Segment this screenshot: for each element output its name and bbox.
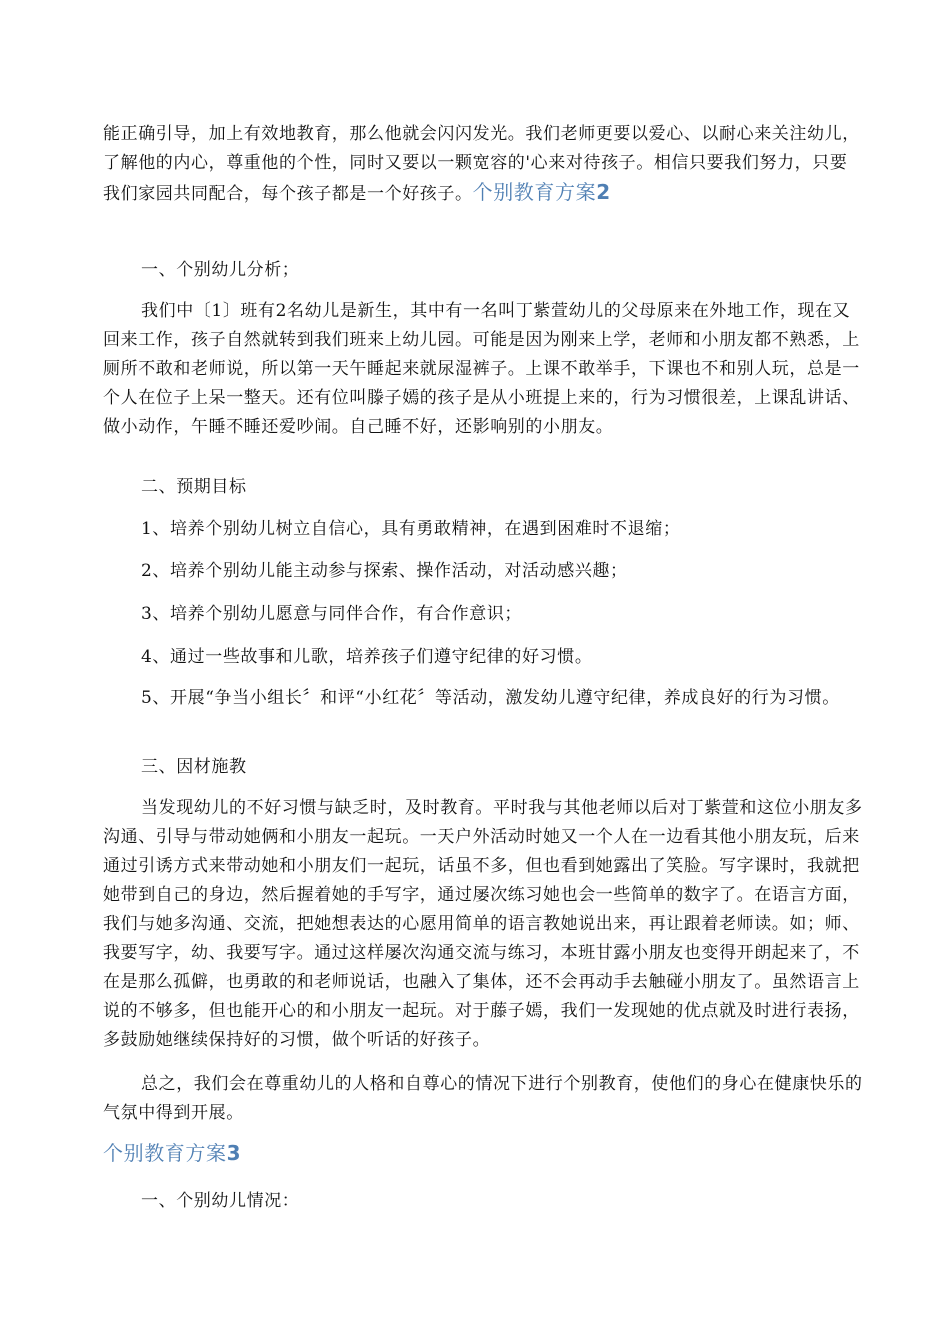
heading-plan-2 — [473, 180, 611, 204]
heading-plan-2-number: 2 — [596, 180, 611, 204]
goal-item: 2、培养个别幼儿能主动参与探索、操作活动，对活动感兴趣； — [141, 561, 628, 581]
goal-item: 3、培养个别幼儿愿意与同伴合作，有合作意识； — [141, 604, 523, 624]
section-title-goals: 二、预期目标 — [141, 477, 247, 497]
goal-item: 4、通过一些故事和儿歌，培养孩子们遵守纪律的好习惯。 — [141, 647, 593, 667]
conclusion-paragraph: 总之，我们会在尊重幼儿的人格和自尊心的情况下进行个别教育，使他们的身心在健康快乐的气氛中得到开展。 — [103, 1074, 863, 1123]
analysis-paragraph: 我们中〔1〕班有2名幼儿是新生，其中有一名叫丁紫萱幼儿的父母原来在外地工作，现在又回来工作，孩子自然就转到我们班来上幼儿园。可能是因为刚来上学，老师和小朋友都不熟悉，上厕所不敢和老师说，所以第一天午睡起来就尿湿裤子。上课不敢举手，下课也不和别人玩，总是一个人在位子上呆一整天。还有位叫滕子嫣的孩子是从小班提上来的，行为习惯很差，上课乱讲话、做小动作，午睡不睡还爱吵闹。自己睡不好，还影响别的小朋友。 — [103, 301, 860, 437]
intro-paragraph — [103, 120, 863, 209]
heading-plan-3-number: 3 — [226, 1141, 242, 1165]
goal-item: 5、开展“争当小组长〞和评“小红花〞等活动，激发幼儿遵守纪律，养成良好的行为习惯。 — [141, 688, 840, 708]
intro-text: 能正确引导，加上有效地教育，那么他就会闪闪发光。我们老师更要以爱心、以耐心来关注幼儿，了解他的内心，尊重他的个性，同时又要以一颗宽容的'心来对待孩子。相信只要我们努力，只要我们家园共同配合，每个孩子都是一个好孩子。 — [103, 124, 860, 204]
heading-plan-2-text: 个别教育方案 — [472, 180, 597, 204]
teaching-paragraph: 当发现幼儿的不好习惯与缺乏时，及时教育。平时我与其他老师以后对丁紫萱和这位小朋友多沟通、引导与带动她俩和小朋友一起玩。一天户外活动时她又一个人在一边看其他小朋友玩，后来通过引诱方式来带动她和小朋友们一起玩，话虽不多，但也看到她露出了笑脸。写字课时，我就把她带到自己的身边，然后握着她的手写字，通过屡次练习她也会一些简单的数字了。在语言方面，我们与她多沟通、交流，把她想表达的心愿用简单的语言教她说出来，再让跟着老师读。如；师、我要写字，幼、我要写字。通过这样屡次沟通交流与练习，本班甘露小朋友也变得开朗起来了，不在是那么孤僻，也勇敢的和老师说话，也融入了集体，还不会再动手去触碰小朋友了。虽然语言上说的不够多，但也能开心的和小朋友一起玩。对于藤子嫣，我们一发现她的优点就及时进行表扬，多鼓励她继续保持好的习惯，做个听话的好孩子。 — [103, 798, 863, 1050]
section-title-teaching: 三、因材施教 — [141, 757, 247, 777]
section-title-situation: 一、个别幼儿情况： — [141, 1191, 300, 1211]
section-title-analysis: 一、个别幼儿分析； — [141, 260, 300, 280]
goal-item: 1、培养个别幼儿树立自信心，具有勇敢精神，在遇到困难时不退缩； — [141, 519, 681, 539]
heading-plan-3-text: 个别教育方案 — [103, 1141, 227, 1165]
heading-plan-3 — [103, 1138, 241, 1168]
